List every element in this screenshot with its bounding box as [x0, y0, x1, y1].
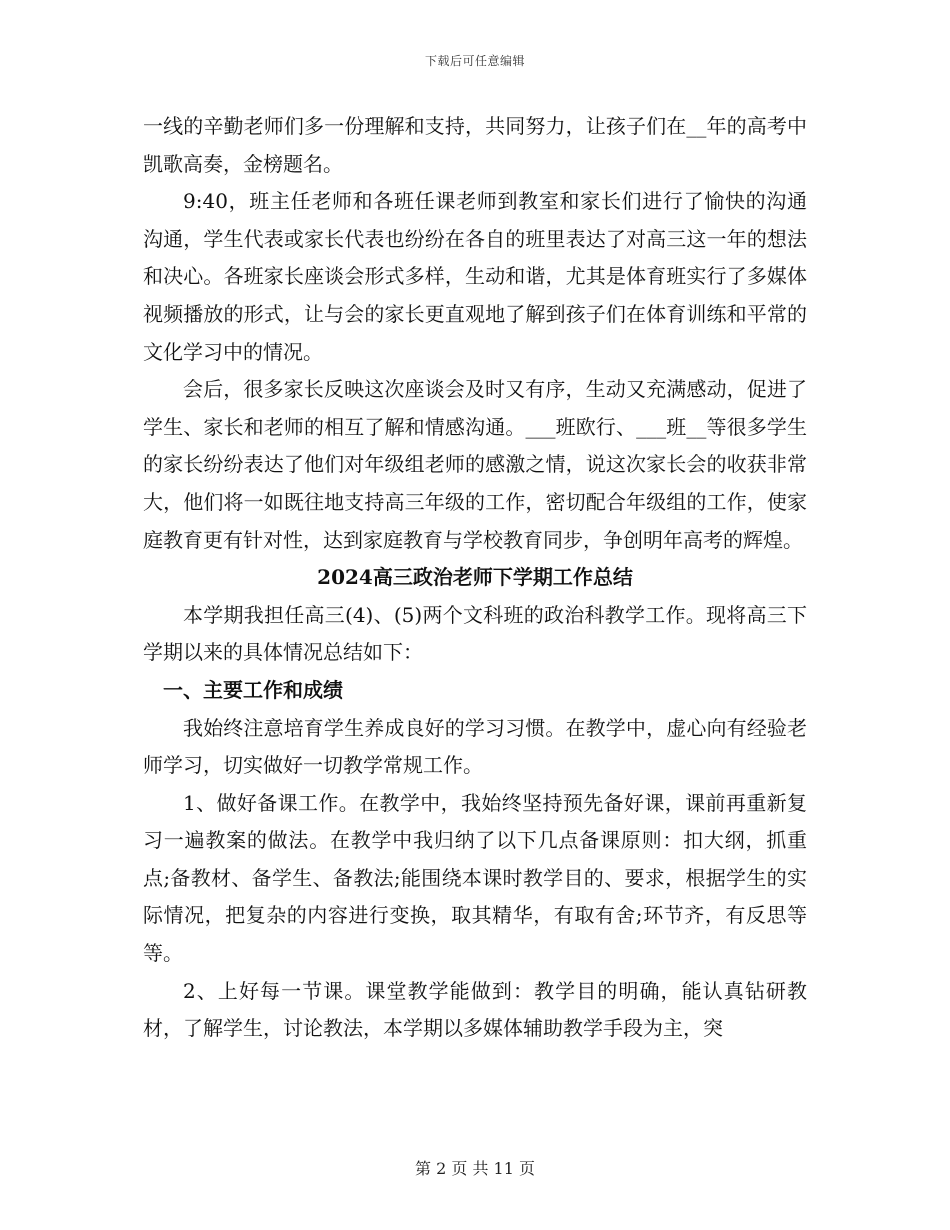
- paragraph-lesson-prep: 1、做好备课工作。在教学中，我始终坚持预先备好课，课前再重新复习一遍教案的做法。在教学中我归纳了以下几点备课原则：扣大纲，抓重点;备教材、备学生、备教法;能围绕本课时教学目的、要求，根据学生的实际情况，把复杂的内容进行变换，取其精华，有取有舍;环节齐，有反思等等。: [143, 790, 807, 966]
- paragraph-classroom: 2、上好每一节课。课堂教学能做到：教学目的明确，能认真钻研教材，了解学生，讨论教法，本学期以多媒体辅助教学手段为主，突: [143, 978, 807, 1041]
- paragraph-feedback: 会后，很多家长反映这次座谈会及时又有序，生动又充满感动，促进了学生、家长和老师的相互了解和情感沟通。___班欧行、___班__等很多学生的家长纷纷表达了他们对年级组老师的感激之情，说这次家长会的收获非常大，他们将一如既往地支持高三年级的工作，密切配合年级组的工作，使家庭教育更有针对性，达到家庭教育与学校教育同步，争创明年高考的辉煌。: [143, 377, 807, 552]
- page-header-note: 下载后可任意编辑: [424, 54, 525, 68]
- document-body: [143, 108, 807, 1048]
- paragraph-communication: 9:40，班主任老师和各班任课老师到教室和家长们进行了愉快的沟通沟通，学生代表或家长代表也纷纷在各自的班里表达了对高三这一年的想法和决心。各班家长座谈会形式多样，生动和谐，尤其是体育班实行了多媒体视频播放的形式，让与会的家长更直观地了解到孩子们在体育训练和平常的文化学习中的情况。: [143, 189, 807, 364]
- page-number: 第 2 页 共 11 页: [415, 1159, 535, 1178]
- document-title: 2024高三政治老师下学期工作总结: [317, 565, 633, 590]
- paragraph-intro: 本学期我担任高三(4)、(5)两个文科班的政治科教学工作。现将高三下学期以来的具体情况总结如下：: [143, 602, 807, 665]
- paragraph-continuation: 一线的辛勤老师们多一份理解和支持，共同努力，让孩子们在__年的高考中凯歌高奏，金榜题名。: [143, 114, 807, 176]
- paragraph-habits: 我始终注意培育学生养成良好的学习习惯。在教学中，虚心向有经验老师学习，切实做好一切教学常规工作。: [143, 715, 807, 778]
- section-heading: 一、主要工作和成绩: [163, 677, 343, 702]
